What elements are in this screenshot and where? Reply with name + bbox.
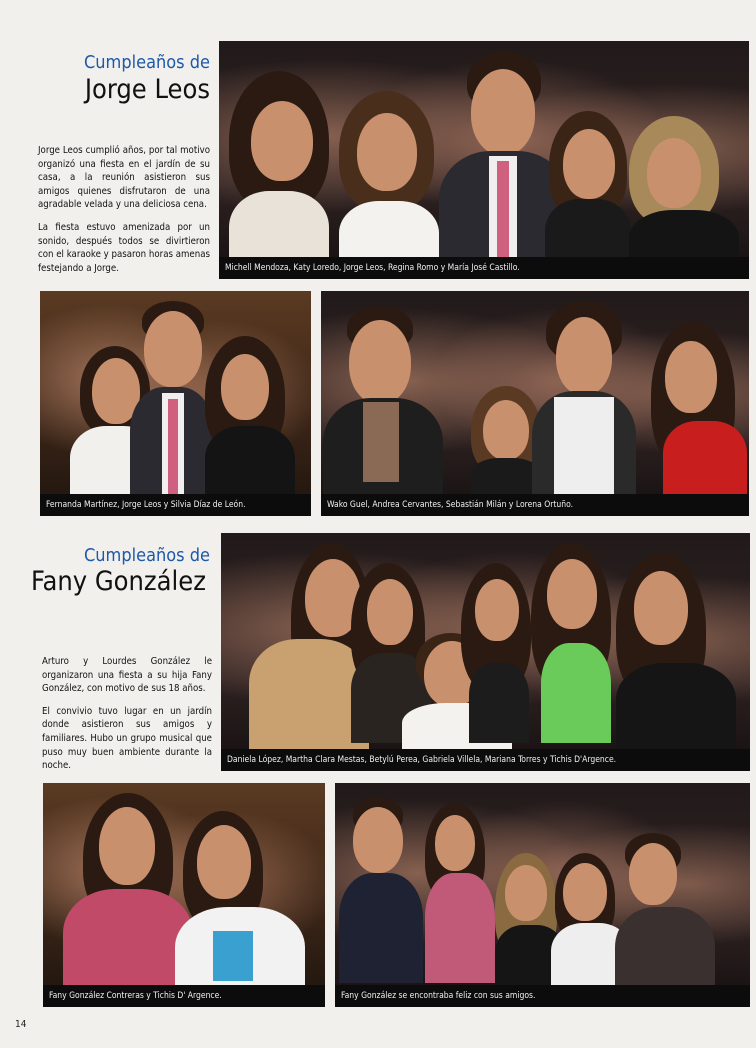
photo-caption: Daniela López, Martha Clara Mestas, Betylú Perea, Gabriela Villela, Mariana Torres y Tichis D'Argence. (221, 749, 750, 771)
photo-caption: Fany González se encontraba feliz con sus amigos. (335, 985, 750, 1007)
section2-title: Fany González (30, 566, 206, 597)
photo-fany-group (221, 533, 750, 771)
section2-body (42, 655, 212, 782)
section1-body (38, 144, 210, 284)
photo-jorge-trio (40, 291, 311, 516)
section1-title: Jorge Leos (84, 74, 210, 105)
section1-subtitle: Cumpleaños de (83, 52, 210, 73)
photo-caption: Wako Guel, Andrea Cervantes, Sebastián Milán y Lorena Ortuño. (321, 494, 749, 516)
photo-caption: Fernanda Martínez, Jorge Leos y Silvia Díaz de León. (40, 494, 311, 516)
section2-paragraph-1: Arturo y Lourdes González le organizaron una fiesta a su hija Fany González, con motivo de sus 18 años. (42, 656, 212, 695)
photo-fany-friends (335, 783, 750, 1007)
photo-caption: Fany González Contreras y Tichis D' Argence. (43, 985, 325, 1007)
section2-subtitle: Cumpleaños de (83, 545, 210, 566)
section2-paragraph-2: El convivio tuvo lugar en un jardín donde asistieron sus amigos y familiares. Hubo un grupo musical que puso muy buen ambiente durante la noche. (42, 705, 212, 772)
page-number: 14 (15, 1019, 27, 1030)
photo-jorge-group (219, 41, 749, 279)
photo-caption: Michell Mendoza, Katy Loredo, Jorge Leos, Regina Romo y María José Castillo. (219, 257, 749, 279)
section1-paragraph-1: Jorge Leos cumplió años, por tal motivo organizó una fiesta en el jardín de su casa, a la reunión asistieron sus amigos quienes disfrutaron de una agradable velada y una deliciosa cena. (38, 145, 210, 211)
section1-paragraph-2: La fiesta estuvo amenizada por un sonido, después todos se divirtieron con el karaoke y pasaron horas amenas festejando a Jorge. (38, 221, 210, 274)
photo-jorge-friends (321, 291, 749, 516)
photo-fany-duo (43, 783, 325, 1007)
